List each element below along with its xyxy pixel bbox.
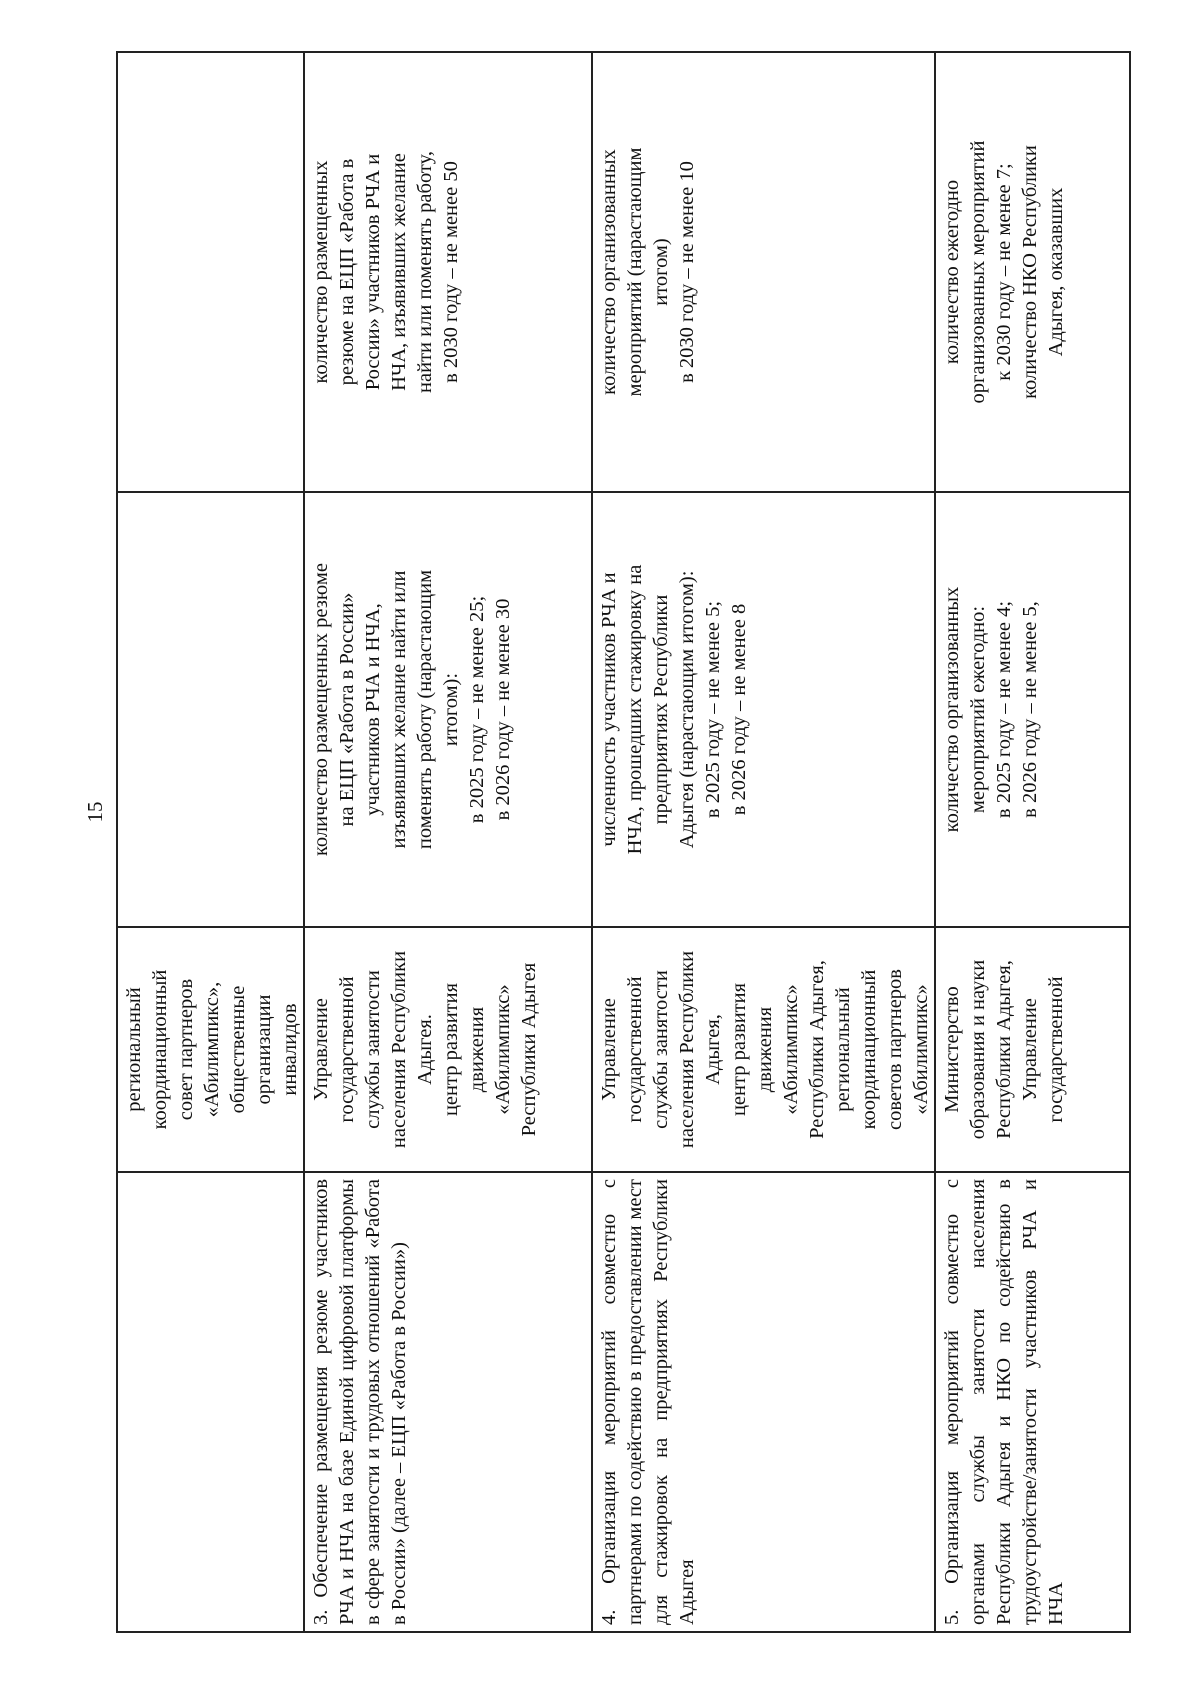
executor-cell-line: службы занятости [362, 970, 384, 1129]
executor-cell-line: региональный [832, 987, 854, 1112]
indicator-cell-line: итогом): [440, 672, 462, 747]
target-cell-line: резюме на ЕЦП «Работа в [336, 158, 358, 386]
executor-cell-line: образования и науки [967, 959, 989, 1140]
indicator-cell-line: в 2026 году – не менее 5, [1019, 601, 1041, 818]
indicator-cell-line: количество размещенных резюме [310, 563, 332, 857]
document-table-container [116, 53, 1067, 1633]
indicator-cell-line: на ЕЦП «Работа в России» [336, 592, 358, 827]
executor-cell-line: центр развития [728, 982, 750, 1117]
indicator-cell [117, 492, 304, 927]
executor-cell-line: Управление [1019, 998, 1041, 1101]
executor-cell-line: населения Республики [388, 950, 410, 1149]
task-cell [117, 1172, 304, 1632]
target-cell-line: в 2030 году – не менее 10 [676, 161, 698, 383]
indicator-cell-line: изъявивших желание найти или [388, 570, 410, 849]
target-cell-line: итогом) [650, 238, 672, 306]
executor-cell-line: движения [466, 1006, 488, 1093]
target-cell-line: в 2030 году – не менее 50 [440, 161, 462, 383]
executor-cell-line: советов партнеров [884, 969, 906, 1131]
target-cell-line: найти или поменять работу, [414, 151, 436, 393]
executor-cell-line: государственной [336, 976, 358, 1123]
target-cell-line: количество ежегодно [941, 179, 963, 365]
indicator-cell-line: НЧА, прошедших стажировку на [624, 564, 646, 855]
executor-cell-line: службы занятости [650, 970, 672, 1129]
executor-cell-line: Республики Адыгея, [993, 960, 1015, 1139]
indicator-cell-line: в 2025 году – не менее 5; [702, 600, 724, 819]
executor-cell [935, 927, 1130, 1172]
indicator-cell-line: в 2025 году – не менее 25; [466, 595, 488, 824]
executor-cell-line: движения [754, 1006, 776, 1093]
indicator-cell-line: количество организованных [941, 586, 963, 833]
target-cell-line: России» участников РЧА и [362, 153, 384, 391]
indicator-cell-line: участников РЧА и НЧА, [362, 603, 384, 816]
table-row [117, 52, 304, 1632]
executor-cell-line: Адыгея. [414, 1014, 436, 1085]
target-cell-line: мероприятий (нарастающим [624, 147, 646, 397]
target-cell [117, 52, 304, 492]
executor-cell-line: Адыгея, [702, 1014, 724, 1085]
task-cell: 3. Обеспечение размещения резюме участников РЧА и НЧА на базе Единой цифровой платформы в сфере занятости и трудовых отношений «Работа в России» (далее – ЕЦП «Работа в России») [304, 1172, 592, 1632]
page-number: 15 [83, 801, 107, 823]
table-row [935, 52, 1130, 1632]
table-row [592, 52, 935, 1632]
executor-cell-line: организации [253, 994, 275, 1105]
executor-cell [304, 927, 592, 1172]
indicator-cell [304, 492, 592, 927]
executor-cell [117, 927, 304, 1172]
indicator-cell-line: численность участников РЧА и [598, 572, 620, 847]
target-cell-line: Адыгея, оказавших [1045, 187, 1067, 357]
executor-cell-line: «Абилимпикс» [780, 984, 802, 1115]
indicator-cell [592, 492, 935, 927]
indicator-cell-line: поменять работу (нарастающим [414, 569, 436, 850]
executor-cell-line: государственной [624, 976, 646, 1123]
target-cell-line: НЧА, изъявивших желание [388, 153, 410, 391]
executor-cell [592, 927, 935, 1172]
executor-cell-line: Министерство [941, 986, 963, 1113]
executor-cell-line: «Абилимпикс», [201, 981, 223, 1118]
target-cell [935, 52, 1130, 492]
executor-cell-line: Управление [598, 998, 620, 1101]
indicator-cell-line: мероприятий ежегодно: [967, 605, 989, 814]
target-cell [304, 52, 592, 492]
executor-cell-line: координационный [149, 969, 171, 1130]
target-cell-line: организованных мероприятий [967, 140, 989, 404]
indicator-cell [935, 492, 1130, 927]
executor-cell-line: совет партнеров [175, 978, 197, 1121]
executor-cell-line: «Абилимпикс» [910, 984, 932, 1115]
executor-cell-line: населения Республики [676, 950, 698, 1149]
executor-cell-line: «Абилимпикс» [492, 984, 514, 1115]
task-cell: 5. Организация мероприятий совместно с органами службы занятости населения Республики Адыгея и НКО по содействию в трудоустройстве/занятости участников РЧА и НЧА [935, 1172, 1130, 1632]
target-cell-line: количество организованных [598, 149, 620, 395]
indicator-cell-line: в 2026 году – не менее 8 [728, 603, 750, 816]
task-cell: 4. Организация мероприятий совместно с партнерами по содействию в предоставлении мест для стажировок на предприятиях Республики Адыгея [592, 1172, 935, 1632]
executor-cell-line: региональный [123, 987, 145, 1112]
executor-cell-line: Республики Адыгея [518, 962, 540, 1137]
indicator-cell-line: предприятиях Республики [650, 594, 672, 825]
executor-cell-line: инвалидов [279, 1003, 301, 1096]
indicator-cell-line: в 2026 году – не менее 30 [492, 598, 514, 821]
indicator-cell-line: в 2025 году – не менее 4; [993, 600, 1015, 819]
executor-cell-line: Управление [310, 998, 332, 1101]
indicator-cell-line: Адыгея (нарастающим итогом): [676, 570, 698, 849]
executor-cell-line: общественные [227, 985, 249, 1114]
target-cell-line: количество размещенных [310, 160, 332, 384]
target-cell-line: к 2030 году – не менее 7; [993, 163, 1015, 381]
executor-cell-line: Республики Адыгея, [806, 960, 828, 1139]
table-row [304, 52, 592, 1632]
target-cell [592, 52, 935, 492]
target-cell-line: количество НКО Республики [1019, 145, 1041, 399]
executor-cell-line: координационный [858, 969, 880, 1130]
executor-cell-line: государственной [1045, 976, 1067, 1123]
executor-cell-line: центр развития [440, 982, 462, 1117]
measures-table [116, 51, 1131, 1633]
